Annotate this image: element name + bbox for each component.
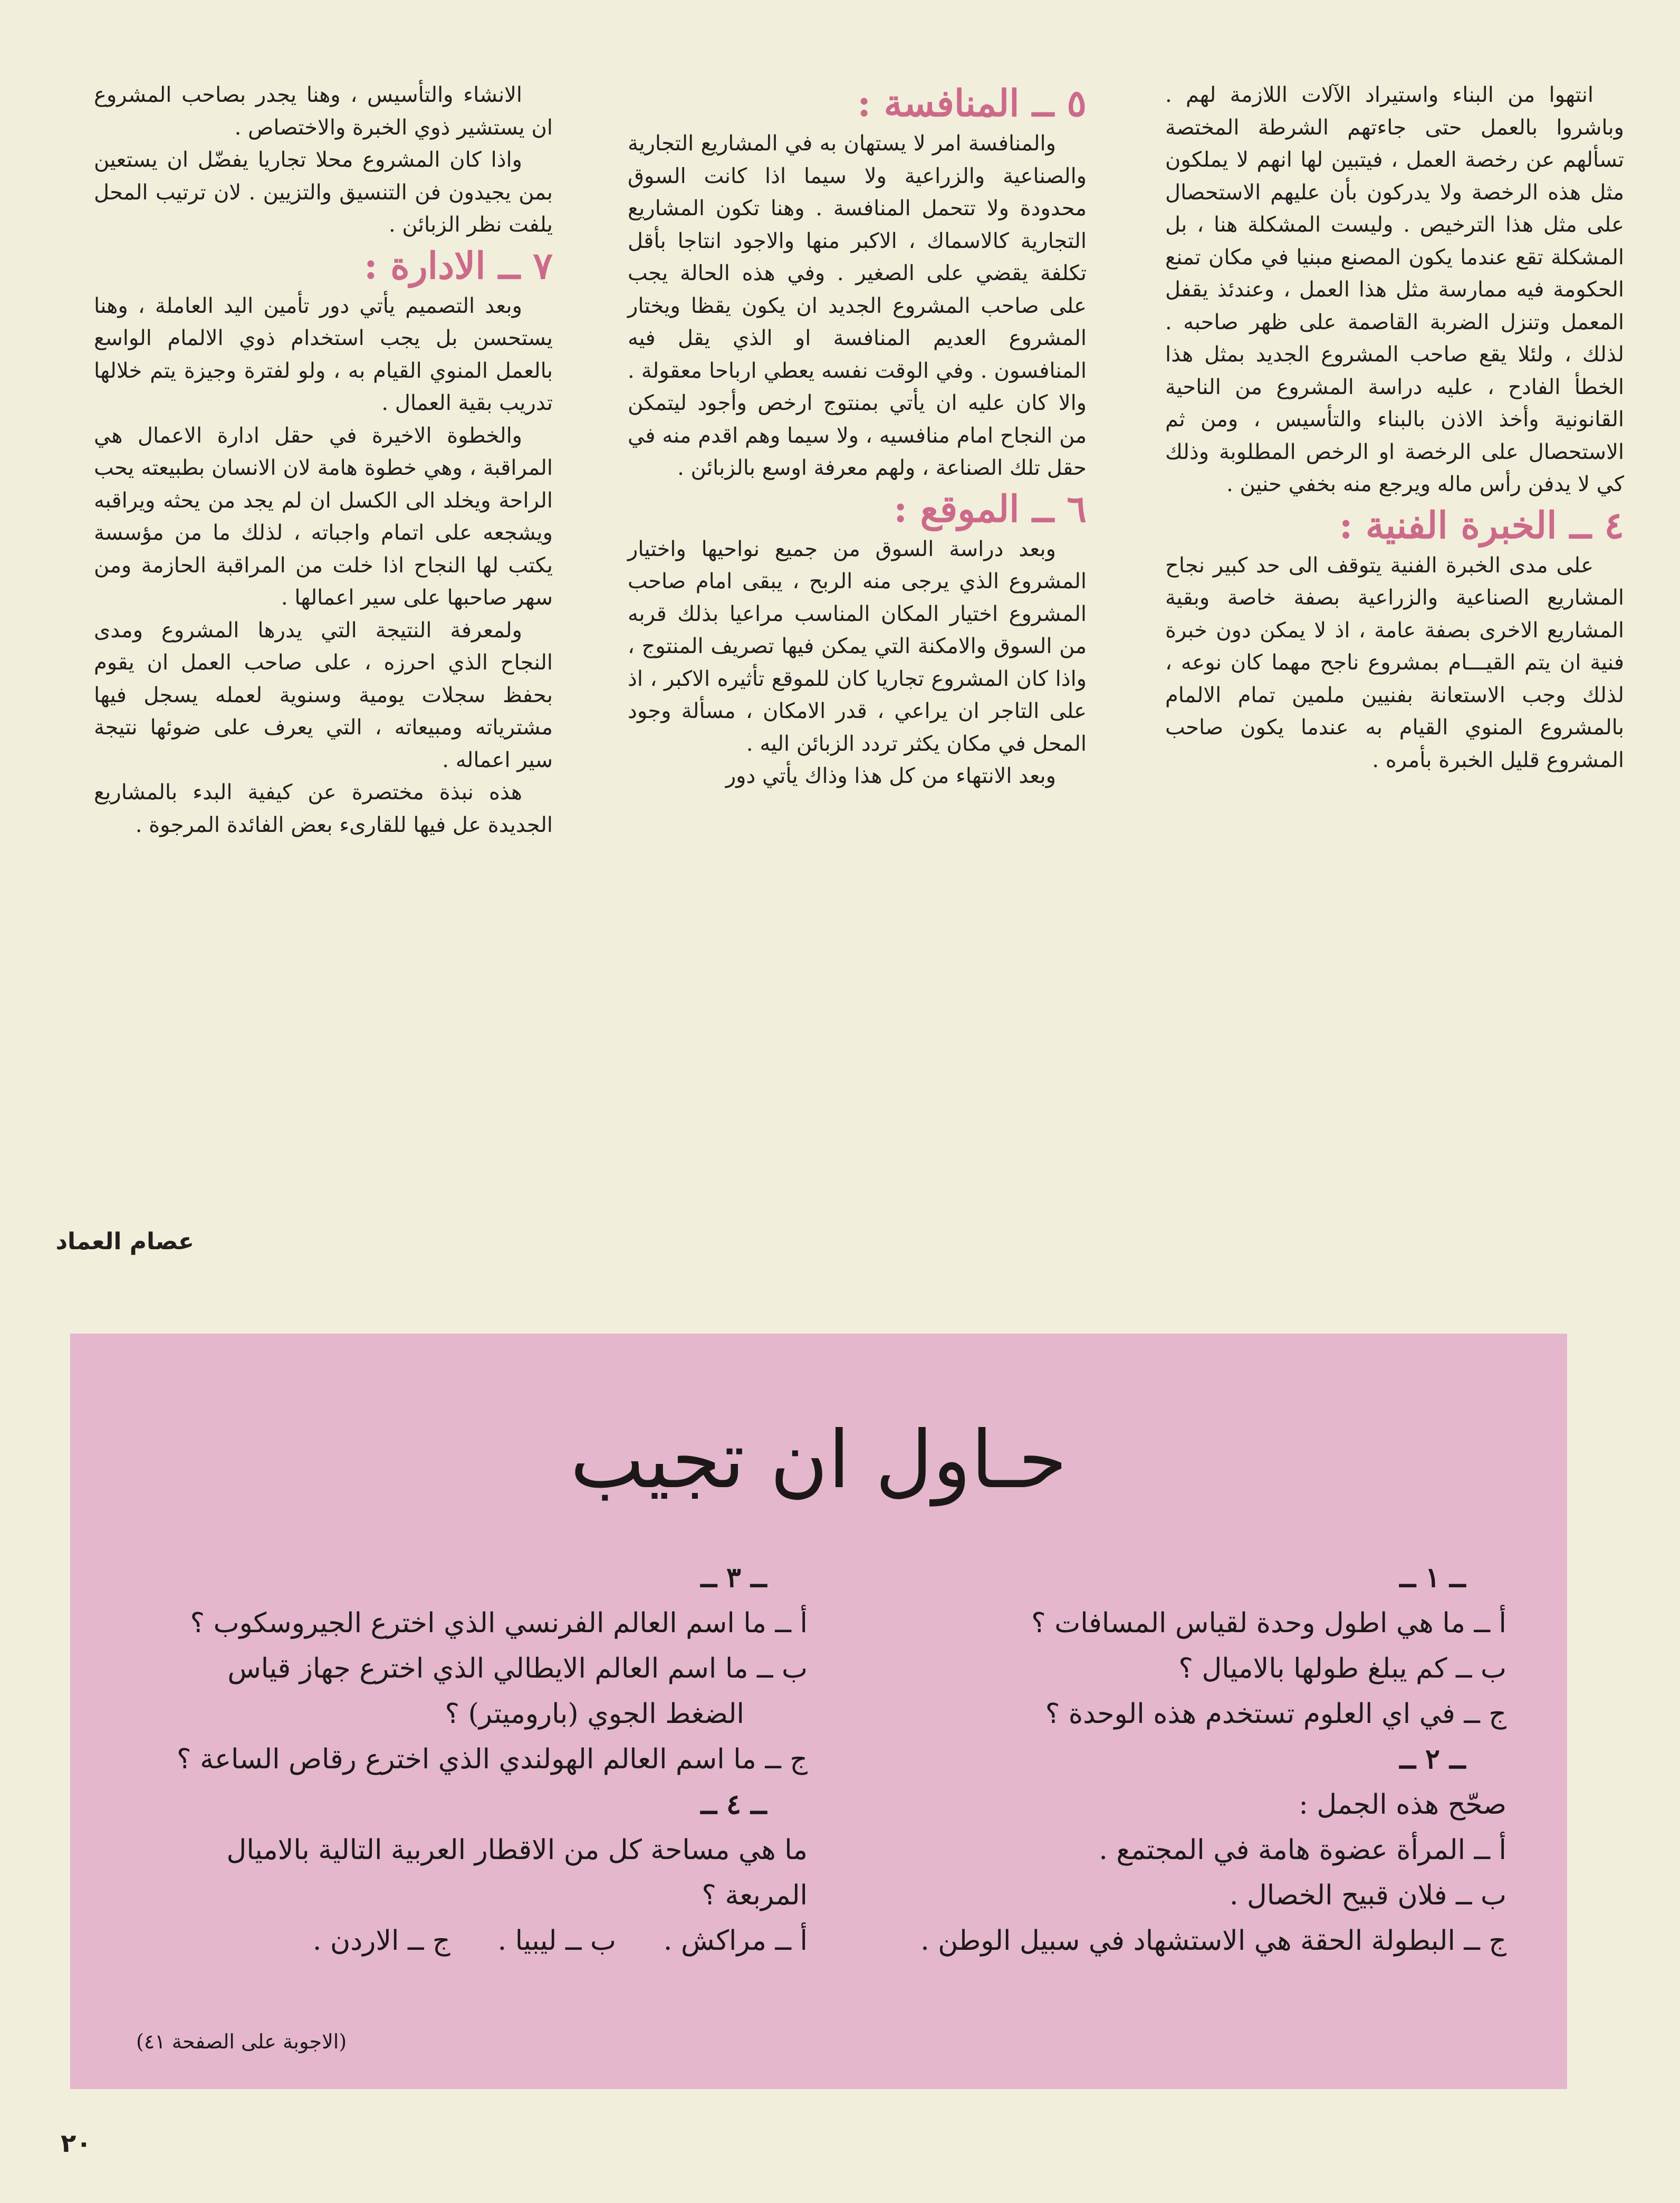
- section-heading-technical-expertise: ٤ ــ الخبرة الفنية :: [1339, 503, 1624, 547]
- paragraph: والمنافسة امر لا يستهان به في المشاريع التجارية والصناعية والزراعية ولا سيما اذا كانت السوق محدودة ولا تتحمل المنافسة . وهنا تكون المشاريع التجارية كالاسماك ، الاكبر منها والاجود انتاجا بأقل تكلفة يقضي على الصغير . وفي هذه الحالة يجب على صاحب المشروع الجديد ان يكون يقظا ويختار المشروع العديم المنافسة او الذي يقل فيه المنافسون . وفي الوقت نفسه يعطي ارباحا معقولة . والا كان عليه ان يأتي بمنتوج ارخص وأجود ليتمكن من النجاح امام منافسيه ، ولا سيما وهم اقدم منه في حقل تلك الصناعة ، ولهم معرفة اوسع بالزبائن .: [628, 131, 1087, 480]
- question-item: ج ــ في اي العلوم تستخدم هذه الوحدة ؟: [1045, 1698, 1506, 1730]
- quiz-column-left: [111, 1555, 808, 1963]
- question-options: [111, 1918, 808, 1963]
- question-item-continuation: المربعة ؟: [702, 1880, 808, 1911]
- quiz-column-right: [810, 1555, 1506, 1963]
- paragraph: انتهوا من البناء واستيراد الآلات اللازمة لهم . وباشروا بالعمل حتى جاءتهم الشرطة المختصة تسألهم عن رخصة العمل ، فيتبين لها انهم لا يملكون مثل هذه الرخصة ولا يدركون بأن عليهم الاستحصال على مثل هذا الترخيص . وليست المشكلة هنا ، بل المشكلة تقع عندما يكون المصنع مبنيا في مكان تمنع الحكومة فيه ممارسة مثل هذا العمل ، وعندئذ يقفل المعمل وتنزل الضربة القاصمة على ظهر صاحبه . لذلك ، ولئلا يقع صاحب المشروع الجديد بمثل هذا الخطأ الفادح ، عليه دراسة المشروع من الناحية القانونية وأخذ الاذن بالبناء والتأسيس ، ومن ثم الاستحصال على الرخصة او الرخص المطلوبة وذلك كي لا يدفن رأس ماله ويرجع منه بخفي حنين .: [1165, 83, 1625, 496]
- question-item: ما هي مساحة كل من الاقطار العربية التالية بالاميال: [226, 1834, 808, 1866]
- question-number: ــ ٢ ــ: [1399, 1743, 1466, 1775]
- paragraph: وبعد التصميم يأتي دور تأمين اليد العاملة ، وهنا يستحسن بل يجب استخدام ذوي الالمام الواسع بالعمل المنوي القيام به ، ولو لفترة وجيزة يتم خلالها تدريب بقية العمال .: [94, 293, 553, 415]
- quiz-title: حـاول ان تجيب: [570, 1414, 1068, 1506]
- question-item: ب ــ كم يبلغ طولها بالاميال ؟: [1178, 1653, 1506, 1684]
- paragraph: على مدى الخبرة الفنية يتوقف الى حد كبير نجاح المشاريع الصناعية والزراعية بصفة خاصة وبقية المشاريع الاخرى بصفة عامة ، اذ لا يمكن دون خبرة فنية ان يتم القيـــام بمشروع ناجح مهما كان نوعه ، لذلك وجب الاستعانة بفنيين ملمين تمام الالمام بالمشروع المنوي القيام به عندما يكون صاحب المشروع قليل الخبرة بأمره .: [1165, 553, 1624, 772]
- question-number: ــ ١ ــ: [1399, 1562, 1466, 1594]
- answers-note: (الاجوبة على الصفحة ٤١): [136, 2030, 347, 2053]
- page-number: ٢٠: [61, 2129, 92, 2158]
- paragraph: هذه نبذة مختصرة عن كيفية البدء بالمشاريع الجديدة عل فيها للقارىء بعض الفائدة المرجوة .: [94, 780, 553, 837]
- question-item: أ ــ المرأة عضوة هامة في المجتمع .: [1099, 1834, 1506, 1866]
- question-number: ــ ٣ ــ: [700, 1562, 767, 1594]
- question-item: ج ــ البطولة الحقة هي الاستشهاد في سبيل الوطن .: [920, 1925, 1506, 1957]
- question-intro: صحّح هذه الجمل :: [1299, 1789, 1506, 1821]
- section-heading-location: ٦ ــ الموقع :: [894, 486, 1087, 531]
- option-jordan: ج ــ الاردن .: [312, 1925, 450, 1957]
- question-item: ج ــ ما اسم العالم الهولندي الذي اخترع رقاص الساعة ؟: [177, 1744, 808, 1775]
- section-heading-competition: ٥ ــ المنافسة :: [857, 81, 1087, 125]
- option-morocco: أ ــ مراكش .: [663, 1925, 808, 1957]
- question-item: أ ــ ما هي اطول وحدة لقياس المسافات ؟: [1031, 1607, 1506, 1639]
- paragraph: وبعد دراسة السوق من جميع نواحيها واختيار المشروع الذي يرجى منه الربح ، يبقى امام صاحب المشروع اختيار المكان المناسب مراعيا بذلك قربه من السوق والامكنة التي يمكن فيها تصريف المنتوج ، واذا كان المشروع تجاريا كان للموقع تأثيره الاكبر ، اذ على التاجر ان يراعي ، قدر الامكان ، مسألة وجود المحل في مكان يكثر تردد الزبائن اليه .: [628, 537, 1087, 756]
- article-column-left: [94, 79, 553, 841]
- paragraph: وبعد الانتهاء من كل هذا وذاك يأتي دور: [725, 764, 1056, 788]
- question-item: ب ــ فلان قبيح الخصال .: [1229, 1880, 1506, 1911]
- paragraph: واذا كان المشروع محلا تجاريا يفضّل ان يستعين بمن يجيدون فن التنسيق والتزيين . لان ترتيب المحل يلفت نظر الزبائن .: [94, 148, 553, 237]
- section-heading-management: ٧ ــ الادارة :: [363, 243, 553, 288]
- quiz-box: [70, 1334, 1567, 2089]
- paragraph: ولمعرفة النتيجة التي يدرها المشروع ومدى النجاح الذي احرزه ، على صاحب العمل ان يقوم بحفظ سجلات يومية وسنوية لعمله يسجل فيها مشترياته ومبيعاته ، التي يعرف على ضوئها نتيجة سير اعماله .: [94, 618, 553, 772]
- question-item: أ ــ ما اسم العالم الفرنسي الذي اخترع الجيروسكوب ؟: [190, 1607, 808, 1639]
- paragraph: الانشاء والتأسيس ، وهنا يجدر بصاحب المشروع ان يستشير ذوي الخبرة والاختصاص .: [94, 83, 553, 140]
- question-item: ب ــ ما اسم العالم الايطالي الذي اخترع جهاز قياس: [227, 1653, 808, 1684]
- paragraph: والخطوة الاخيرة في حقل ادارة الاعمال هي المراقبة ، وهي خطوة هامة لان الانسان بطبيعته يحب الراحة ويخلد الى الكسل ان لم يجد من يحثه ويراقبه ويشجعه على اتمام واجباته ، لذلك ما من مؤسسة يكتب لها النجاح اذا خلت من المراقبة الحازمة ومن سهر صاحبها على سير اعمالها .: [94, 423, 553, 610]
- article-column-middle: [628, 79, 1087, 793]
- article-column-right: [1165, 79, 1624, 777]
- option-libya: ب ــ ليبيا .: [497, 1925, 616, 1957]
- question-number: ــ ٤ ــ: [700, 1788, 767, 1821]
- author-signature: عصام العماد: [55, 1228, 194, 1255]
- question-item-continuation: الضغط الجوي (باروميتر) ؟: [445, 1698, 744, 1730]
